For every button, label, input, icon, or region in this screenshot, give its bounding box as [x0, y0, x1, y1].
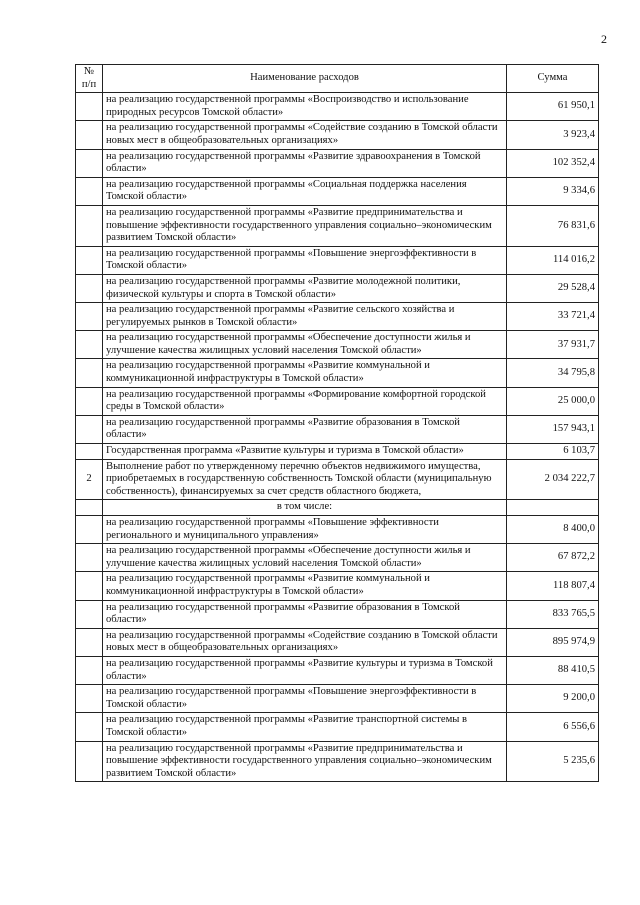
- amount-cell: 33 721,4: [507, 303, 599, 331]
- table-row: [76, 121, 599, 149]
- table-row: [76, 274, 599, 302]
- amount-cell: 9 200,0: [507, 685, 599, 713]
- amount-cell: [507, 500, 599, 516]
- row-number-cell: [76, 628, 103, 656]
- amount-cell: 34 795,8: [507, 359, 599, 387]
- row-number-cell: [76, 415, 103, 443]
- expense-name-cell: на реализацию государственной программы «Развитие образования в Томской области»: [103, 415, 507, 443]
- row-number-cell: [76, 274, 103, 302]
- expenses-table: [75, 64, 599, 782]
- row-number-cell: [76, 444, 103, 460]
- expense-name-cell: на реализацию государственной программы «Развитие коммунальной и коммуникационной инфраструктуры в Томской области»: [103, 359, 507, 387]
- table-row: [76, 149, 599, 177]
- amount-cell: 61 950,1: [507, 93, 599, 121]
- row-number-cell: 2: [76, 459, 103, 500]
- table-row: [76, 656, 599, 684]
- table-row: [76, 444, 599, 460]
- table-row: [76, 331, 599, 359]
- expense-name-cell: Государственная программа «Развитие культуры и туризма в Томской области»: [103, 444, 507, 460]
- table-row: [76, 93, 599, 121]
- header-name: Наименование расходов: [103, 65, 507, 93]
- amount-cell: 114 016,2: [507, 246, 599, 274]
- table-row: [76, 544, 599, 572]
- expense-name-cell: в том числе:: [103, 500, 507, 516]
- row-number-cell: [76, 359, 103, 387]
- row-number-cell: [76, 303, 103, 331]
- row-number-cell: [76, 656, 103, 684]
- table-row: [76, 741, 599, 782]
- expense-name-cell: на реализацию государственной программы «Социальная поддержка населения Томской области»: [103, 177, 507, 205]
- row-number-cell: [76, 685, 103, 713]
- expense-name-cell: на реализацию государственной программы «Развитие сельского хозяйства и регулируемых рынков в Томской области»: [103, 303, 507, 331]
- table-row: [76, 572, 599, 600]
- table-row: [76, 246, 599, 274]
- expense-name-cell: на реализацию государственной программы «Развитие молодежной политики, физической культуры и спорта в Томской области»: [103, 274, 507, 302]
- expense-name-cell: на реализацию государственной программы «Развитие здравоохранения в Томской области»: [103, 149, 507, 177]
- expense-name-cell: на реализацию государственной программы «Развитие транспортной системы в Томской области»: [103, 713, 507, 741]
- expense-name-cell: на реализацию государственной программы «Развитие предпринимательства и повышение эффективности государственного управления социально–экономическим развитием Томской области»: [103, 205, 507, 246]
- amount-cell: 6 556,6: [507, 713, 599, 741]
- amount-cell: 833 765,5: [507, 600, 599, 628]
- row-number-cell: [76, 572, 103, 600]
- expense-name-cell: на реализацию государственной программы «Воспроизводство и использование природных ресурсов Томской области»: [103, 93, 507, 121]
- amount-cell: 118 807,4: [507, 572, 599, 600]
- header-sum: Сумма: [507, 65, 599, 93]
- amount-cell: 76 831,6: [507, 205, 599, 246]
- expense-name-cell: на реализацию государственной программы «Содействие созданию в Томской области новых мест в общеобразовательных организациях»: [103, 121, 507, 149]
- row-number-cell: [76, 149, 103, 177]
- amount-cell: 9 334,6: [507, 177, 599, 205]
- expense-name-cell: на реализацию государственной программы «Содействие созданию в Томской области новых мест в общеобразовательных организациях»: [103, 628, 507, 656]
- row-number-cell: [76, 387, 103, 415]
- row-number-cell: [76, 713, 103, 741]
- row-number-cell: [76, 177, 103, 205]
- row-number-cell: [76, 544, 103, 572]
- table-header-row: [76, 65, 599, 93]
- expense-name-cell: на реализацию государственной программы «Развитие образования в Томской области»: [103, 600, 507, 628]
- table-row: [76, 177, 599, 205]
- amount-cell: 8 400,0: [507, 516, 599, 544]
- amount-cell: 37 931,7: [507, 331, 599, 359]
- page-number: 2: [601, 32, 607, 46]
- row-number-cell: [76, 246, 103, 274]
- table-row: [76, 387, 599, 415]
- table-row: [76, 359, 599, 387]
- amount-cell: 29 528,4: [507, 274, 599, 302]
- expense-name-cell: на реализацию государственной программы «Обеспечение доступности жилья и улучшение качества жилищных условий населения Томской области»: [103, 331, 507, 359]
- row-number-cell: [76, 600, 103, 628]
- row-number-cell: [76, 741, 103, 782]
- amount-cell: 895 974,9: [507, 628, 599, 656]
- table-row: [76, 685, 599, 713]
- table-row: [76, 500, 599, 516]
- header-number: № п/п: [76, 65, 103, 93]
- amount-cell: 88 410,5: [507, 656, 599, 684]
- expense-name-cell: на реализацию государственной программы «Обеспечение доступности жилья и улучшение качества жилищных условий населения Томской области»: [103, 544, 507, 572]
- table-row: [76, 415, 599, 443]
- expense-name-cell: на реализацию государственной программы «Повышение эффективности регионального и муниципального управления»: [103, 516, 507, 544]
- amount-cell: 25 000,0: [507, 387, 599, 415]
- expense-name-cell: на реализацию государственной программы «Повышение энергоэффективности в Томской области»: [103, 246, 507, 274]
- expense-name-cell: на реализацию государственной программы «Развитие предпринимательства и повышение эффективности государственного управления социально–экономическим развитием Томской области»: [103, 741, 507, 782]
- row-number-cell: [76, 500, 103, 516]
- amount-cell: 3 923,4: [507, 121, 599, 149]
- amount-cell: 6 103,7: [507, 444, 599, 460]
- expense-name-cell: на реализацию государственной программы «Развитие культуры и туризма в Томской области»: [103, 656, 507, 684]
- table-row: [76, 600, 599, 628]
- expense-name-cell: на реализацию государственной программы «Повышение энергоэффективности в Томской области»: [103, 685, 507, 713]
- table-row: [76, 205, 599, 246]
- table-row: [76, 303, 599, 331]
- amount-cell: 157 943,1: [507, 415, 599, 443]
- row-number-cell: [76, 516, 103, 544]
- row-number-cell: [76, 331, 103, 359]
- table-row: [76, 713, 599, 741]
- expense-name-cell: Выполнение работ по утвержденному перечню объектов недвижимого имущества, приобретаемых в государственную собственность Томской области (муниципальную собственность), финансируемых за счет средств областного бюджета,: [103, 459, 507, 500]
- amount-cell: 67 872,2: [507, 544, 599, 572]
- table-row: [76, 459, 599, 500]
- amount-cell: 5 235,6: [507, 741, 599, 782]
- expense-name-cell: на реализацию государственной программы «Формирование комфортной городской среды в Томской области»: [103, 387, 507, 415]
- table-body: [76, 93, 599, 782]
- table-row: [76, 516, 599, 544]
- expense-name-cell: на реализацию государственной программы «Развитие коммунальной и коммуникационной инфраструктуры в Томской области»: [103, 572, 507, 600]
- amount-cell: 102 352,4: [507, 149, 599, 177]
- row-number-cell: [76, 93, 103, 121]
- amount-cell: 2 034 222,7: [507, 459, 599, 500]
- row-number-cell: [76, 121, 103, 149]
- table-row: [76, 628, 599, 656]
- row-number-cell: [76, 205, 103, 246]
